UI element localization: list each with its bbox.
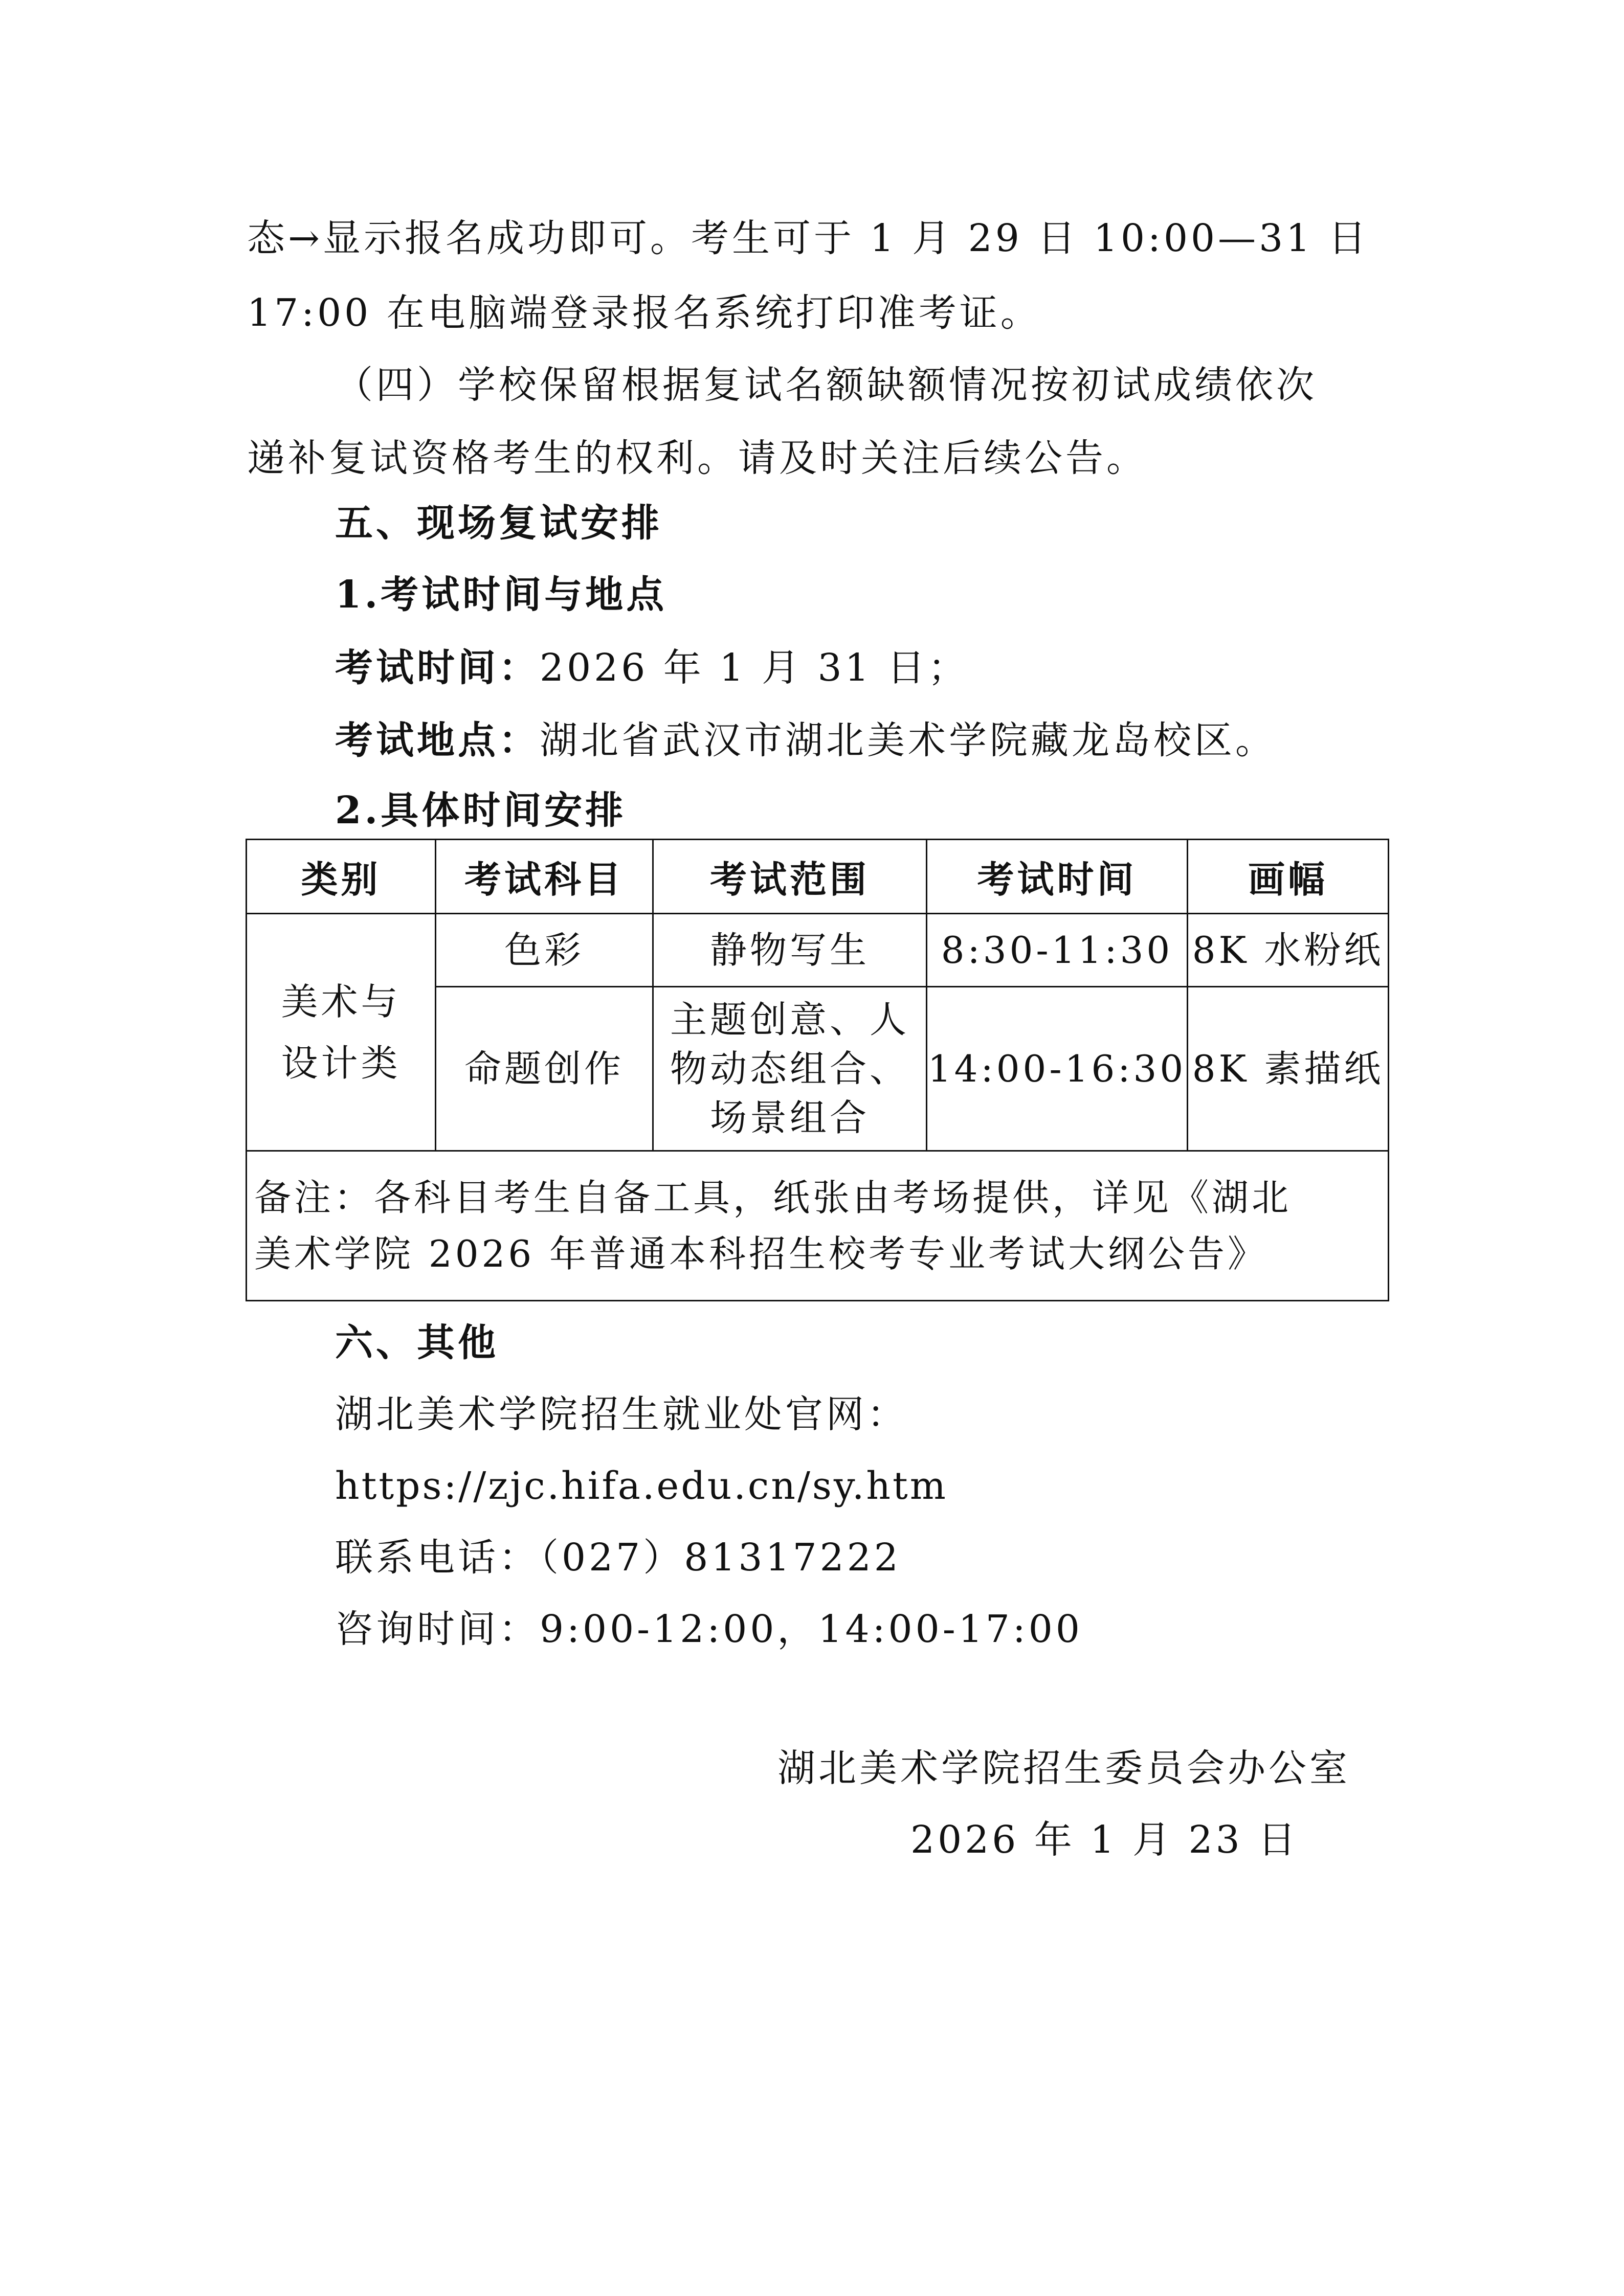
time-cell: 14:00-16:30 (927, 987, 1188, 1151)
subject-cell: 色彩 (436, 914, 653, 987)
header-category: 类别 (247, 840, 436, 914)
note-line: 备注：各科目考生自备工具，纸张由考场提供，详见《湖北 (254, 1176, 1292, 1219)
header-scope: 考试范围 (653, 840, 927, 914)
exam-place-line (335, 716, 1276, 765)
subject-cell: 命题创作 (436, 987, 653, 1151)
signature-org: 湖北美术学院招生委员会办公室 (777, 1746, 1350, 1790)
scope-line: 主题创意、人 (670, 998, 909, 1041)
exam-place-label: 考试地点： (335, 718, 540, 762)
subsection-heading: 1.考试时间与地点 (335, 573, 668, 617)
section-heading: 六、其他 (335, 1321, 499, 1365)
exam-time-value: 2026 年 1 月 31 日； (540, 646, 969, 690)
exam-place-value: 湖北省武汉市湖北美术学院藏龙岛校区。 (540, 718, 1276, 762)
time-cell: 8:30-11:30 (927, 914, 1188, 987)
note-line: 美术学院 2026 年普通本科招生校考专业考试大纲公告》 (254, 1232, 1268, 1275)
paragraph-line: 17:00 在电脑端登录报名系统打印准考证。 (247, 291, 1041, 335)
paragraph-line: 态→显示报名成功即可。考生可于 1 月 29 日 10:00—31 日 (247, 216, 1369, 260)
scope-cell: 静物写生 (653, 914, 927, 987)
website-label: 湖北美术学院招生就业处官网： (335, 1392, 908, 1436)
header-time: 考试时间 (927, 840, 1188, 914)
website-link[interactable]: https://zjc.hifa.edu.cn/sy.htm (335, 1464, 948, 1508)
table-header-row (247, 840, 1389, 914)
subsection-heading: 2.具体时间安排 (335, 789, 627, 832)
header-subject: 考试科目 (436, 840, 653, 914)
table-note-row (247, 1151, 1389, 1301)
signature-date: 2026 年 1 月 23 日 (910, 1818, 1299, 1862)
size-cell: 8K 水粉纸 (1188, 914, 1389, 987)
header-size: 画幅 (1188, 840, 1389, 914)
consult-hours: 咨询时间：9:00-12:00，14:00-17:00 (335, 1607, 1083, 1651)
paragraph-line: （四）学校保留根据复试名额缺额情况按初试成绩依次 (335, 363, 1317, 407)
table-note (247, 1151, 1389, 1301)
scope-line: 场景组合 (709, 1096, 870, 1139)
category-line: 设计类 (281, 1041, 401, 1085)
table-row (247, 914, 1389, 987)
paragraph-line: 递补复试资格考生的权利。请及时关注后续公告。 (247, 436, 1147, 480)
contact-phone: 联系电话：（027）81317222 (335, 1536, 901, 1580)
schedule-table (246, 839, 1389, 1301)
exam-time-line (335, 643, 969, 692)
scope-line: 物动态组合、 (670, 1047, 909, 1090)
scope-cell (653, 987, 927, 1151)
section-heading: 五、现场复试安排 (335, 501, 662, 545)
category-cell (247, 914, 436, 1151)
size-cell: 8K 素描纸 (1188, 987, 1389, 1151)
exam-time-label: 考试时间： (335, 646, 540, 690)
category-line: 美术与 (281, 980, 401, 1023)
